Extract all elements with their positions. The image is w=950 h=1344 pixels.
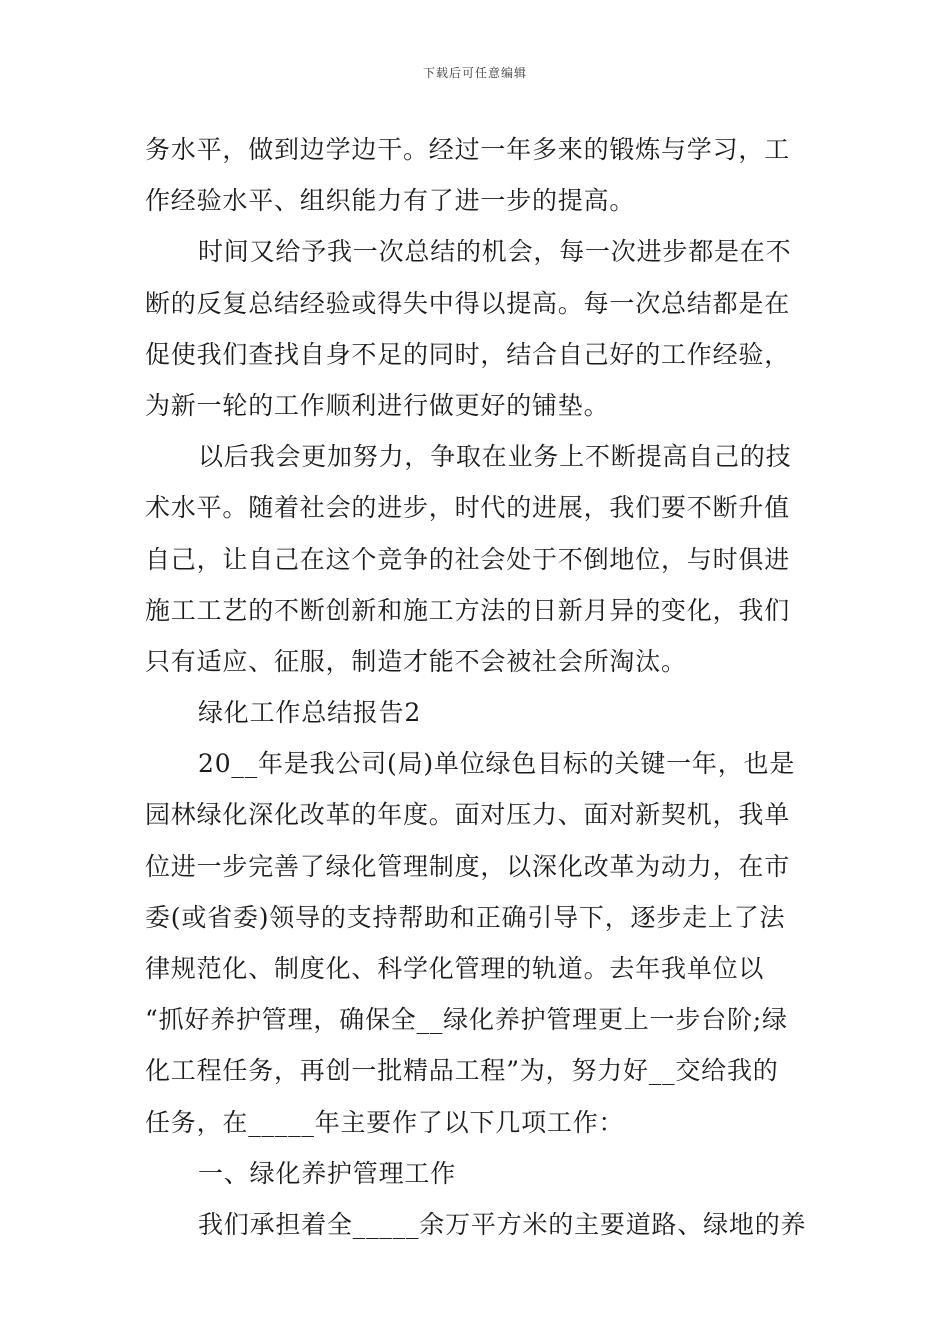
text-line: 位进一步完善了绿化管理制度，以深化改革为动力，在市 — [145, 851, 791, 881]
text-line: 自己，让自己在这个竞争的社会处于不倒地位，与时俱进 — [145, 544, 791, 574]
paragraph-start-line: 我们承担着全_____余万平方米的主要道路、绿地的养 — [198, 1209, 807, 1239]
text-line: “抓好养护管理，确保全__绿化养护管理更上一步台阶;绿 — [145, 1005, 788, 1035]
text-line: 务水平，做到边学边干。经过一年多来的锻炼与学习，工 — [145, 135, 791, 164]
subsection-heading: 一、绿化养护管理工作 — [198, 1158, 457, 1188]
text-line: 断的反复总结经验或得失中得以提高。每一次总结都是在 — [145, 288, 791, 318]
paragraph-start-line: 时间又给予我一次总结的机会，每一次进步都是在不 — [198, 237, 792, 267]
paragraph-start-line: 20__年是我公司(局)单位绿色目标的关键一年，也是 — [198, 749, 796, 779]
text-line: 只有适应、征服，制造才能不会被社会所淘汰。 — [145, 646, 687, 676]
text-line: 作经验水平、组织能力有了进一步的提高。 — [145, 186, 636, 216]
text-line: 委(或省委)领导的支持帮助和正确引导下，逐步走上了法 — [145, 902, 786, 932]
section-heading: 绿化工作总结报告2 — [198, 698, 422, 728]
text-line: 施工工艺的不断创新和施工方法的日新月异的变化，我们 — [145, 595, 791, 625]
text-line: 任务，在_____年主要作了以下几项工作： — [145, 1107, 625, 1137]
text-line: 为新一轮的工作顺利进行做更好的铺垫。 — [145, 390, 610, 420]
text-line: 化工程任务，再创一批精品工程”为，努力好__交给我的 — [145, 1056, 779, 1086]
document-body — [145, 124, 810, 1250]
page-header: 下载后可任意编辑 — [422, 66, 527, 80]
paragraph-start-line: 以后我会更加努力，争取在业务上不断提高自己的技 — [198, 442, 792, 472]
text-line: 律规范化、制度化、科学化管理的轨道。去年我单位以 — [145, 954, 765, 983]
text-line: 术水平。随着社会的进步，时代的进展，我们要不断升值 — [145, 493, 791, 523]
text-line: 园林绿化深化改革的年度。面对压力、面对新契机，我单 — [145, 800, 791, 830]
text-line: 促使我们查找自身不足的同时，结合自己好的工作经验， — [145, 339, 791, 369]
